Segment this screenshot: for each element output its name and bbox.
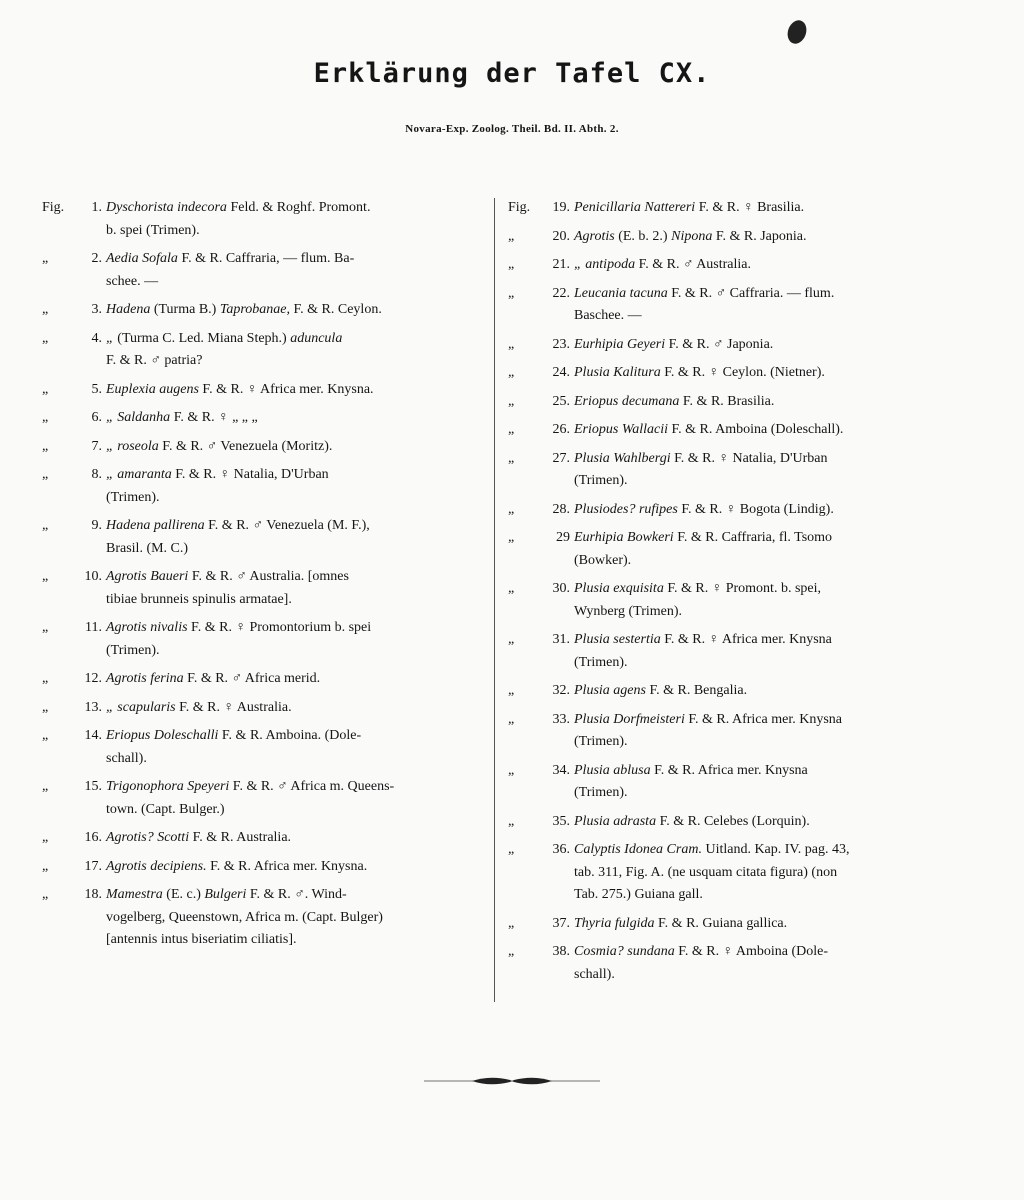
fig-number: 32. bbox=[552, 683, 570, 698]
species-name: Mamestra bbox=[106, 887, 163, 902]
species-name: Cosmia? sundana bbox=[574, 944, 675, 959]
entry-detail: F. & R. ♂ Caffraria. — flum. bbox=[667, 285, 835, 301]
species-name: Plusia exquisita bbox=[574, 581, 664, 596]
entry-text bbox=[574, 391, 956, 414]
entry-continuation: schall). bbox=[106, 750, 147, 766]
fig-prefix: „ bbox=[508, 683, 515, 698]
entry-detail: F. & R. Caffraria, — flum. Ba- bbox=[177, 251, 355, 266]
entry-detail: F. & R. Caffraria, fl. Tsomo bbox=[673, 530, 833, 545]
entry-detail: F. & R. Australia. bbox=[189, 830, 292, 845]
entry-continuation: Brasil. (M. C.) bbox=[106, 540, 189, 556]
entry-detail: F. & R. Brasilia. bbox=[679, 393, 775, 409]
fig-prefix: „ bbox=[508, 813, 515, 829]
figure-entry bbox=[42, 407, 488, 430]
entry-text bbox=[106, 248, 488, 271]
fig-number: 26. bbox=[552, 422, 570, 437]
column-divider bbox=[494, 198, 495, 1002]
fig-prefix: „ bbox=[42, 830, 49, 845]
figure-entry bbox=[42, 884, 488, 952]
figure-entry bbox=[508, 197, 956, 220]
figure-entry bbox=[42, 248, 488, 293]
entry-detail: F. & R. ♀ Africa mer. Knysna bbox=[660, 632, 832, 647]
fig-number: 30. bbox=[552, 581, 570, 596]
figure-entry bbox=[42, 697, 488, 720]
entry-detail: F. & R. Ceylon. bbox=[289, 302, 382, 317]
fig-number: 20. bbox=[552, 228, 570, 244]
fig-number: 2. bbox=[91, 251, 102, 266]
figure-entry bbox=[42, 668, 488, 691]
fig-prefix: „ bbox=[42, 858, 49, 874]
species-name: Agrotis bbox=[574, 228, 615, 244]
entry-text bbox=[106, 617, 488, 640]
entry-detail: F. & R. ♀ Africa mer. Knysna. bbox=[198, 381, 374, 397]
fig-prefix: „ bbox=[508, 393, 515, 409]
fig-prefix: „ bbox=[508, 257, 515, 272]
entry-text bbox=[106, 515, 488, 538]
entry-text bbox=[106, 197, 488, 220]
entry-text bbox=[106, 379, 488, 402]
species-name: Plusiodes? rufipes bbox=[574, 501, 678, 517]
entry-detail: F. & R. Amboina. (Dole- bbox=[218, 728, 362, 743]
figure-entry bbox=[508, 419, 956, 442]
entry-text bbox=[106, 776, 488, 799]
figure-entry bbox=[42, 464, 488, 509]
entry-detail: F. & R. ♂ Australia. [omnes bbox=[188, 569, 349, 584]
figure-entry bbox=[508, 578, 956, 623]
species-name: Plusia Wahlbergi bbox=[574, 450, 671, 466]
entry-continuation: (Trimen). bbox=[574, 785, 628, 800]
species-name: Nipona bbox=[671, 228, 713, 244]
entry-text bbox=[574, 254, 956, 277]
fig-prefix: „ bbox=[508, 450, 515, 466]
entry-detail: (Turma B.) bbox=[150, 302, 220, 317]
entry-text bbox=[574, 499, 956, 522]
species-name: Hadena bbox=[106, 302, 151, 317]
species-name: Agrotis nivalis bbox=[106, 620, 188, 635]
entry-continuation: tibiae brunneis spinulis armatae]. bbox=[106, 591, 292, 607]
ink-blot bbox=[784, 18, 809, 47]
figure-entry bbox=[42, 827, 488, 850]
fig-number: 28. bbox=[552, 501, 570, 517]
figure-entry bbox=[42, 776, 488, 821]
entry-text bbox=[106, 668, 488, 691]
species-name: Plusia Dorfmeisteri bbox=[574, 711, 685, 727]
entry-text bbox=[574, 629, 956, 652]
entry-text bbox=[106, 436, 488, 459]
fig-number: 27. bbox=[552, 450, 570, 466]
fig-number: 36. bbox=[552, 842, 570, 857]
entry-detail: (E. b. 2.) bbox=[614, 228, 672, 244]
entry-continuation: schall). bbox=[574, 966, 615, 982]
entry-text bbox=[574, 419, 956, 442]
entry-detail: F. & R. ♀ „ „ „ bbox=[170, 410, 258, 425]
entry-continuation: F. & R. ♂ patria? bbox=[106, 353, 203, 368]
entry-continuation: tab. 311, Fig. A. (ne usquam citata figura) (non bbox=[574, 864, 838, 880]
entry-text bbox=[106, 697, 488, 720]
fig-number: 33. bbox=[552, 711, 570, 727]
entry-detail: F. & R. ♂ Africa m. Queens- bbox=[229, 779, 395, 794]
fig-prefix: „ bbox=[508, 711, 515, 727]
entry-detail: F. & R. ♀ Natalia, D'Urban bbox=[670, 450, 828, 466]
entry-text bbox=[106, 725, 488, 748]
species-name: „ amaranta bbox=[106, 467, 172, 482]
entry-continuation: (Trimen). bbox=[574, 734, 628, 749]
entry-text bbox=[574, 680, 956, 703]
figure-entry bbox=[42, 299, 488, 322]
entry-detail: F. & R. Japonia. bbox=[712, 228, 807, 244]
entry-detail: F. & R. Africa mer. Knysna bbox=[684, 711, 842, 727]
species-name: „ antipoda bbox=[574, 257, 636, 272]
species-name: Calyptis Idonea Cram. bbox=[574, 842, 702, 857]
fig-prefix: „ bbox=[42, 699, 49, 715]
entry-detail: F. & R. ♂ Japonia. bbox=[665, 336, 774, 352]
entry-detail: F. & R. ♀ Natalia, D'Urban bbox=[171, 467, 329, 482]
fig-number: 10. bbox=[84, 569, 102, 584]
fig-prefix: „ bbox=[42, 671, 49, 686]
fig-number: 22. bbox=[552, 285, 570, 301]
fig-prefix: „ bbox=[508, 842, 515, 857]
entry-continuation: [antennis intus biseriatim ciliatis]. bbox=[106, 932, 297, 947]
figure-entry bbox=[42, 328, 488, 373]
fig-number: 21. bbox=[552, 257, 570, 272]
fig-prefix: „ bbox=[508, 762, 515, 778]
fig-prefix: „ bbox=[42, 330, 49, 346]
species-name: Eriopus Wallacii bbox=[574, 422, 668, 437]
fig-number: 1. bbox=[91, 200, 102, 215]
fig-number: 3. bbox=[91, 302, 102, 317]
fig-prefix: „ bbox=[42, 620, 49, 635]
entry-detail: F. & R. ♂ Venezuela (Moritz). bbox=[158, 438, 333, 454]
figure-entry bbox=[508, 254, 956, 277]
entry-text bbox=[574, 334, 956, 357]
fig-number: 13. bbox=[84, 699, 102, 715]
fig-number: 24. bbox=[552, 365, 570, 380]
species-name: Agrotis decipiens. bbox=[106, 858, 207, 874]
fig-number: 4. bbox=[91, 330, 102, 346]
fig-number: 8. bbox=[91, 467, 102, 482]
species-name: „ bbox=[106, 330, 114, 346]
entry-text bbox=[106, 827, 488, 850]
fig-prefix: „ bbox=[42, 381, 49, 397]
figure-entry bbox=[42, 379, 488, 402]
species-name: Dyschorista indecora bbox=[106, 200, 227, 215]
entry-text bbox=[106, 566, 488, 589]
fig-prefix: „ bbox=[42, 779, 49, 794]
fig-number: 38. bbox=[552, 944, 570, 959]
fig-number: 5. bbox=[91, 381, 102, 397]
species-name: Aedia Sofala bbox=[106, 251, 178, 266]
entry-text bbox=[574, 448, 956, 471]
figure-entry bbox=[508, 629, 956, 674]
figure-entry bbox=[42, 515, 488, 560]
fig-number: 29 bbox=[556, 530, 570, 545]
page-subtitle: Novara-Exp. Zoolog. Theil. Bd. II. Abth. 2. bbox=[405, 123, 619, 135]
entry-detail: F. & R. ♀ Promont. b. spei, bbox=[663, 581, 821, 596]
entry-text bbox=[574, 941, 956, 964]
entry-continuation: Tab. 275.) Guiana gall. bbox=[574, 887, 703, 902]
species-name: Plusia ablusa bbox=[574, 762, 651, 778]
species-name: Agrotis ferina bbox=[106, 671, 184, 686]
entry-detail: F. & R. ♀ Brasilia. bbox=[695, 200, 805, 215]
fig-prefix: „ bbox=[508, 422, 515, 437]
figure-entry bbox=[508, 941, 956, 986]
fig-prefix: „ bbox=[508, 285, 515, 301]
figure-entry bbox=[508, 448, 956, 493]
entry-continuation: (Trimen). bbox=[574, 654, 628, 670]
figure-entry bbox=[42, 197, 488, 242]
species-name: Plusia agens bbox=[574, 683, 646, 698]
species-name: Plusia Kalitura bbox=[574, 365, 661, 380]
fig-number: 18. bbox=[84, 887, 102, 902]
entry-continuation: (Trimen). bbox=[574, 473, 628, 488]
figure-entry bbox=[508, 839, 956, 907]
entry-text bbox=[106, 464, 488, 487]
entry-detail: F. & R. Bengalia. bbox=[645, 683, 748, 698]
species-name: Eurhipia Geyeri bbox=[574, 336, 666, 352]
entry-detail: F. & R. Africa mer. Knysna bbox=[650, 762, 808, 778]
entry-detail: F. & R. ♂ Africa merid. bbox=[183, 671, 321, 686]
figure-entry bbox=[508, 680, 956, 703]
entry-detail: (E. c.) bbox=[162, 887, 205, 902]
figure-entry bbox=[508, 811, 956, 834]
fig-number: 9. bbox=[91, 518, 102, 533]
fig-prefix: „ bbox=[42, 518, 49, 533]
fig-prefix: „ bbox=[42, 302, 49, 317]
fig-prefix: „ bbox=[508, 501, 515, 517]
entry-continuation: schee. — bbox=[106, 273, 159, 289]
entry-detail: F. & R. Africa mer. Knysna. bbox=[206, 858, 368, 874]
fig-number: 6. bbox=[91, 410, 102, 425]
right-column bbox=[508, 197, 956, 992]
entry-detail: Feld. & Roghf. Promont. bbox=[226, 200, 371, 215]
entry-continuation: Baschee. — bbox=[574, 308, 642, 323]
fig-prefix: „ bbox=[508, 228, 515, 244]
species-name: Eurhipia Bowkeri bbox=[574, 530, 674, 545]
entry-detail: Uitland. Kap. IV. pag. 43, bbox=[701, 842, 850, 857]
species-name: Euplexia augens bbox=[106, 381, 199, 397]
figure-entry bbox=[42, 725, 488, 770]
fig-prefix: „ bbox=[42, 728, 49, 743]
figure-entry bbox=[42, 436, 488, 459]
fig-prefix: „ bbox=[508, 944, 515, 959]
species-name: Taprobanae, bbox=[219, 302, 290, 317]
figure-entry bbox=[508, 760, 956, 805]
figure-entry bbox=[508, 527, 956, 572]
entry-detail: F. & R. ♀ Australia. bbox=[175, 699, 292, 715]
page-title: Erklärung der Tafel CX. bbox=[313, 58, 711, 89]
entry-text bbox=[574, 578, 956, 601]
entry-detail: F. & R. ♂ Venezuela (M. F.), bbox=[204, 518, 370, 533]
entry-text bbox=[574, 811, 956, 834]
species-name: Agrotis Baueri bbox=[106, 569, 189, 584]
species-name: Plusia sestertia bbox=[574, 632, 661, 647]
species-name: Plusia adrasta bbox=[574, 813, 657, 829]
fig-number: 37. bbox=[552, 915, 570, 931]
entry-continuation: (Bowker). bbox=[574, 552, 632, 568]
entry-text bbox=[574, 760, 956, 783]
fig-number: 15. bbox=[84, 779, 102, 794]
figure-entry bbox=[508, 709, 956, 754]
entry-detail: F. & R. ♂ Australia. bbox=[635, 257, 752, 272]
figure-entry bbox=[508, 499, 956, 522]
species-name: Agrotis? Scotti bbox=[106, 830, 190, 845]
fig-prefix: „ bbox=[42, 410, 49, 425]
entry-text bbox=[106, 856, 488, 879]
fig-number: 25. bbox=[552, 393, 570, 409]
fig-number: 35. bbox=[552, 813, 570, 829]
fig-number: 19. bbox=[552, 200, 570, 215]
entry-text bbox=[106, 407, 488, 430]
fig-number: 14. bbox=[84, 728, 102, 743]
entry-detail: F. & R. Guiana gallica. bbox=[654, 915, 788, 931]
fig-number: 31. bbox=[552, 632, 570, 647]
fig-number: 12. bbox=[84, 671, 102, 686]
fig-prefix: „ bbox=[42, 438, 49, 454]
entry-detail: F. & R. Amboina (Doleschall). bbox=[668, 422, 844, 437]
species-name: Eriopus Doleschalli bbox=[106, 728, 219, 743]
fig-prefix: Fig. bbox=[508, 200, 531, 215]
entry-text bbox=[574, 839, 956, 862]
fig-prefix: „ bbox=[42, 887, 49, 902]
entry-text bbox=[106, 884, 488, 907]
fig-prefix: „ bbox=[508, 530, 515, 545]
ornament-divider bbox=[424, 1072, 600, 1090]
species-name: „ scapularis bbox=[106, 699, 176, 715]
entry-continuation: Wynberg (Trimen). bbox=[574, 603, 683, 619]
entry-detail: F. & R. ♀ Bogota (Lindig). bbox=[677, 501, 834, 517]
entry-detail: F. & R. ♀ Amboina (Dole- bbox=[674, 944, 828, 959]
fig-number: 23. bbox=[552, 336, 570, 352]
entry-continuation: (Trimen). bbox=[106, 642, 160, 658]
entry-detail: F. & R. ♀ Promontorium b. spei bbox=[187, 620, 372, 635]
entry-text bbox=[574, 527, 956, 550]
entry-text bbox=[574, 197, 956, 220]
fig-number: 7. bbox=[91, 438, 102, 454]
species-name: Leucania tacuna bbox=[574, 285, 668, 301]
entry-text bbox=[106, 299, 488, 322]
entry-detail: F. & R. ♂. Wind- bbox=[246, 887, 347, 902]
figure-entry bbox=[508, 362, 956, 385]
entry-detail: F. & R. Celebes (Lorquin). bbox=[656, 813, 810, 829]
entry-text bbox=[106, 328, 488, 351]
fig-number: 16. bbox=[84, 830, 102, 845]
fig-number: 11. bbox=[85, 620, 102, 635]
species-name: Thyria fulgida bbox=[574, 915, 655, 931]
species-name: Bulgeri bbox=[204, 887, 247, 902]
species-name: Penicillaria Nattereri bbox=[574, 200, 696, 215]
entry-text bbox=[574, 283, 956, 306]
figure-entry bbox=[42, 566, 488, 611]
entry-continuation: (Trimen). bbox=[106, 489, 160, 505]
figure-entry bbox=[508, 283, 956, 328]
entry-text bbox=[574, 362, 956, 385]
species-name: aduncula bbox=[290, 330, 343, 346]
entry-continuation: vogelberg, Queenstown, Africa m. (Capt. Bulger) bbox=[106, 909, 383, 925]
entry-text bbox=[574, 709, 956, 732]
figure-entry bbox=[508, 334, 956, 357]
fig-number: 34. bbox=[552, 762, 570, 778]
entry-continuation: town. (Capt. Bulger.) bbox=[106, 801, 225, 817]
entry-detail: F. & R. ♀ Ceylon. (Nietner). bbox=[660, 365, 825, 380]
figure-entry bbox=[508, 391, 956, 414]
fig-prefix: Fig. bbox=[42, 200, 65, 215]
left-column bbox=[42, 197, 488, 958]
fig-prefix: „ bbox=[508, 915, 515, 931]
figure-entry bbox=[42, 856, 488, 879]
species-name: „ Saldanha bbox=[106, 410, 171, 425]
entry-text bbox=[574, 913, 956, 936]
fig-prefix: „ bbox=[508, 632, 515, 647]
fig-prefix: „ bbox=[42, 251, 49, 266]
figure-entry bbox=[508, 913, 956, 936]
species-name: Trigonophora Speyeri bbox=[106, 779, 230, 794]
entry-text bbox=[574, 226, 956, 249]
fig-prefix: „ bbox=[508, 336, 515, 352]
fig-prefix: „ bbox=[42, 569, 49, 584]
figure-entry bbox=[508, 226, 956, 249]
species-name: Eriopus decumana bbox=[574, 393, 680, 409]
fig-prefix: „ bbox=[508, 365, 515, 380]
entry-detail: (Turma C. Led. Miana Steph.) bbox=[113, 330, 291, 346]
fig-prefix: „ bbox=[508, 581, 515, 596]
species-name: „ roseola bbox=[106, 438, 159, 454]
species-name: Hadena pallirena bbox=[106, 518, 205, 533]
figure-entry bbox=[42, 617, 488, 662]
entry-continuation: b. spei (Trimen). bbox=[106, 222, 200, 238]
fig-prefix: „ bbox=[42, 467, 49, 482]
fig-number: 17. bbox=[84, 858, 102, 874]
